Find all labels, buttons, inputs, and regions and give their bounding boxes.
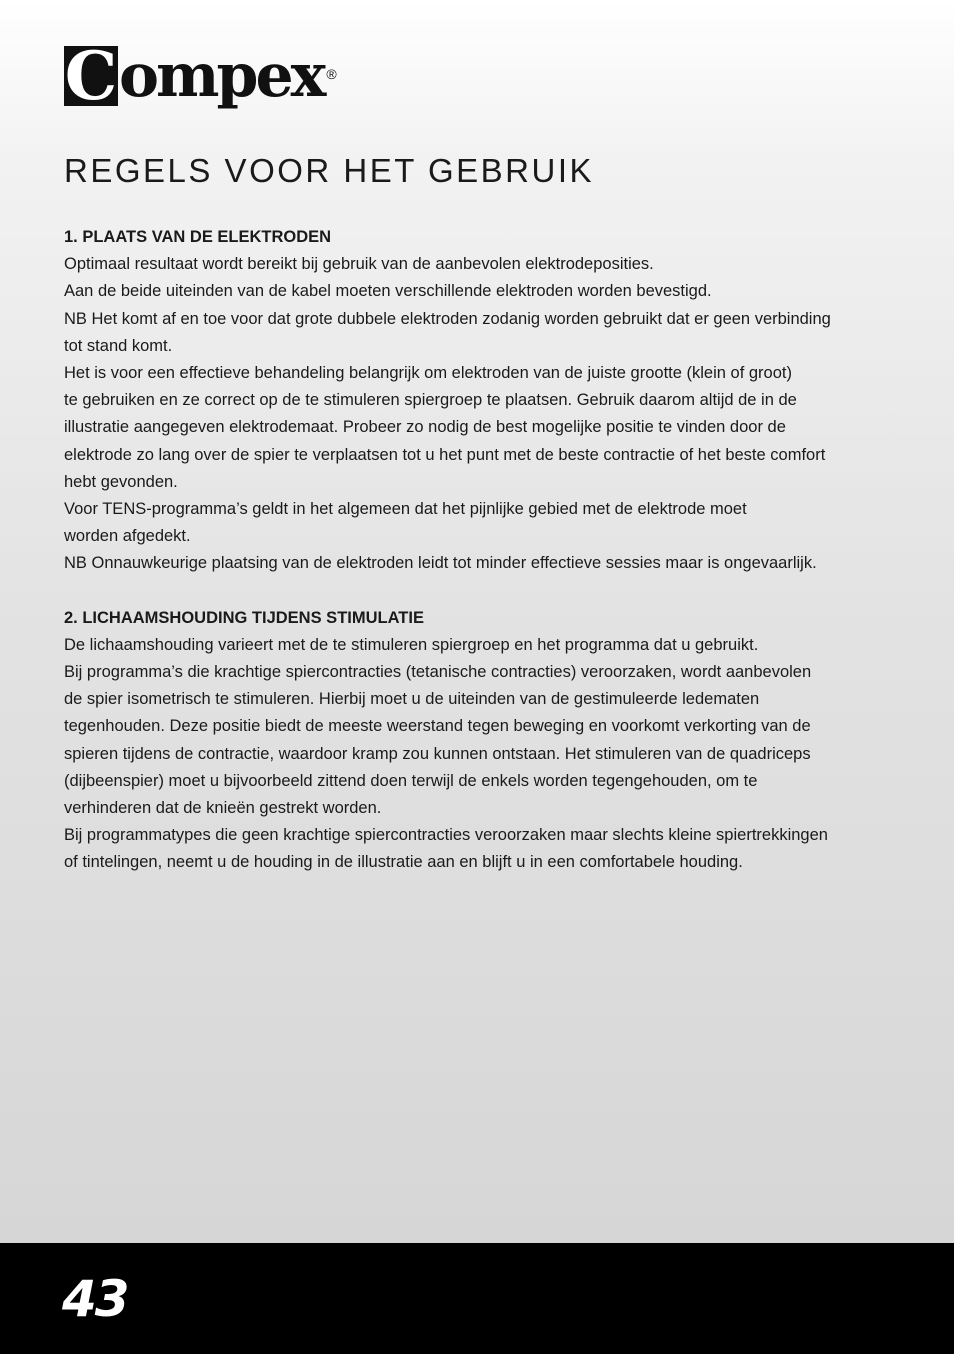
section-heading: 2. LICHAAMSHOUDING TIJDENS STIMULATIE bbox=[64, 608, 424, 627]
body-line: NB Onnauwkeurige plaatsing van de elektroden leidt tot minder effectieve sessies maar is ongevaarlijk. bbox=[64, 554, 817, 573]
body-line: Het is voor een effectieve behandeling belangrijk om elektroden van de juiste grootte (klein of groot) bbox=[64, 364, 792, 383]
body-line: de spier isometrisch te stimuleren. Hierbij moet u de uiteinden van de gestimuleerde ledematen bbox=[64, 690, 760, 709]
body-line: te gebruiken en ze correct op de te stimuleren spiergroep te plaatsen. Gebruik daarom altijd de in de bbox=[64, 391, 797, 410]
body-line: Aan de beide uiteinden van de kabel moeten verschillende elektroden worden bevestigd. bbox=[64, 282, 712, 301]
body-line: illustratie aangegeven elektrodemaat. Probeer zo nodig de best mogelijke positie te vinden door de bbox=[64, 418, 786, 437]
body-line: Bij programma’s die krachtige spiercontracties (tetanische contracties) veroorzaken, wordt aanbevolen bbox=[64, 663, 812, 682]
logo-initial: C bbox=[64, 46, 118, 106]
registered-mark: ® bbox=[326, 66, 337, 82]
body-line: Optimaal resultaat wordt bereikt bij gebruik van de aanbevolen elektrodeposities. bbox=[64, 255, 654, 274]
body-line: Bij programmatypes die geen krachtige spiercontracties veroorzaken maar slechts kleine spiertrekkingen bbox=[64, 826, 828, 845]
page-number: 43 bbox=[62, 1270, 128, 1328]
page-title: REGELS VOOR HET GEBRUIK bbox=[64, 152, 595, 189]
document-body bbox=[64, 224, 900, 904]
body-line: (dijbeenspier) moet u bijvoorbeeld zittend doen terwijl de enkels worden tegengehouden, om te bbox=[64, 771, 758, 790]
body-line: tegenhouden. Deze positie biedt de meeste weerstand tegen beweging en voorkomt verkorting van de bbox=[64, 717, 811, 736]
section-heading: 1. PLAATS VAN DE ELEKTRODEN bbox=[64, 228, 332, 246]
section-body-posture bbox=[64, 605, 900, 877]
body-line: spieren tijdens de contractie, waardoor kramp zou kunnen ontstaan. Het stimuleren van de quadriceps bbox=[64, 744, 811, 763]
footer-bar bbox=[0, 1243, 954, 1354]
section-electrode-placement bbox=[64, 224, 900, 578]
body-line: De lichaamshouding varieert met de te stimuleren spiergroep en het programma dat u gebruikt. bbox=[64, 635, 759, 654]
logo-wordmark: ompex bbox=[119, 41, 324, 111]
body-line: of tintelingen, neemt u de houding in de illustratie aan en blijft u in een comfortabele houding. bbox=[64, 853, 743, 872]
compex-logo bbox=[64, 41, 337, 118]
body-line: Voor TENS-programma’s geldt in het algemeen dat het pijnlijke gebied met de elektrode moet bbox=[64, 500, 747, 519]
body-line: worden afgedekt. bbox=[64, 527, 191, 546]
body-line: verhinderen dat de knieën gestrekt worden. bbox=[64, 799, 382, 818]
body-line: NB Het komt af en toe voor dat grote dubbele elektroden zodanig worden gebruikt dat er geen verbinding bbox=[64, 309, 831, 328]
body-line: tot stand komt. bbox=[64, 336, 173, 355]
body-line: elektrode zo lang over de spier te verplaatsen tot u het punt met de beste contractie of het beste comfort bbox=[64, 445, 826, 464]
body-line: hebt gevonden. bbox=[64, 472, 178, 491]
